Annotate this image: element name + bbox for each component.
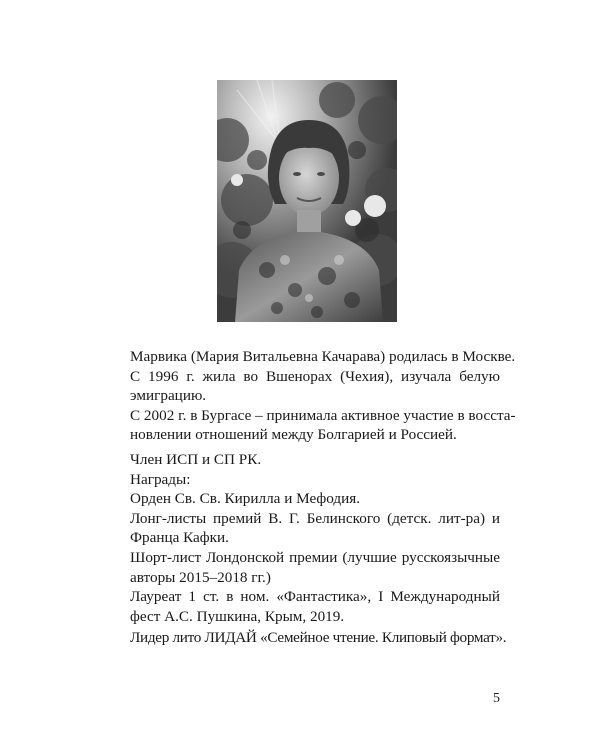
biography-line: С 1996 г. жила во Вшенорах (Чехия), изучала белую [130,367,500,385]
membership-line: Член ИСП и СП РК. [130,451,262,468]
award-line: Лонг-листы премий В. Г. Белинского (детск. лит-ра) и [130,509,500,527]
leader-paragraph [130,628,507,648]
award-line: фест А.С. Пушкина, Крым, 2019. [130,607,345,625]
membership-paragraph [130,450,500,626]
awards-heading: Награды: [130,470,191,488]
award-line: Шорт-лист Лондонской премии (лучшие русскоязычные [130,548,500,566]
author-portrait-image [217,80,397,322]
award-line: Лауреат 1 ст. в ном. «Фантастика», I Международный [130,588,500,606]
biography-line: новлении отношений между Болгарией и Россией. [130,426,457,444]
biography-paragraph [130,347,516,445]
page-number: 5 [493,691,500,706]
biography-line: эмиграцию. [130,387,207,405]
biography-line: Марвика (Мария Витальевна Качарава) родилась в Москве. [130,348,516,365]
award-line: авторы 2015–2018 гг.) [130,568,271,586]
biography-line: С 2002 г. в Бургасе – принимала активное участие в восста- [130,406,516,424]
leader-line: Лидер лито ЛИДАЙ «Семейное чтение. Клиповый формат». [130,629,507,646]
award-line: Орден Св. Св. Кирилла и Мефодия. [130,490,361,508]
author-photo [217,80,397,322]
award-line: Франца Кафки. [130,529,229,547]
